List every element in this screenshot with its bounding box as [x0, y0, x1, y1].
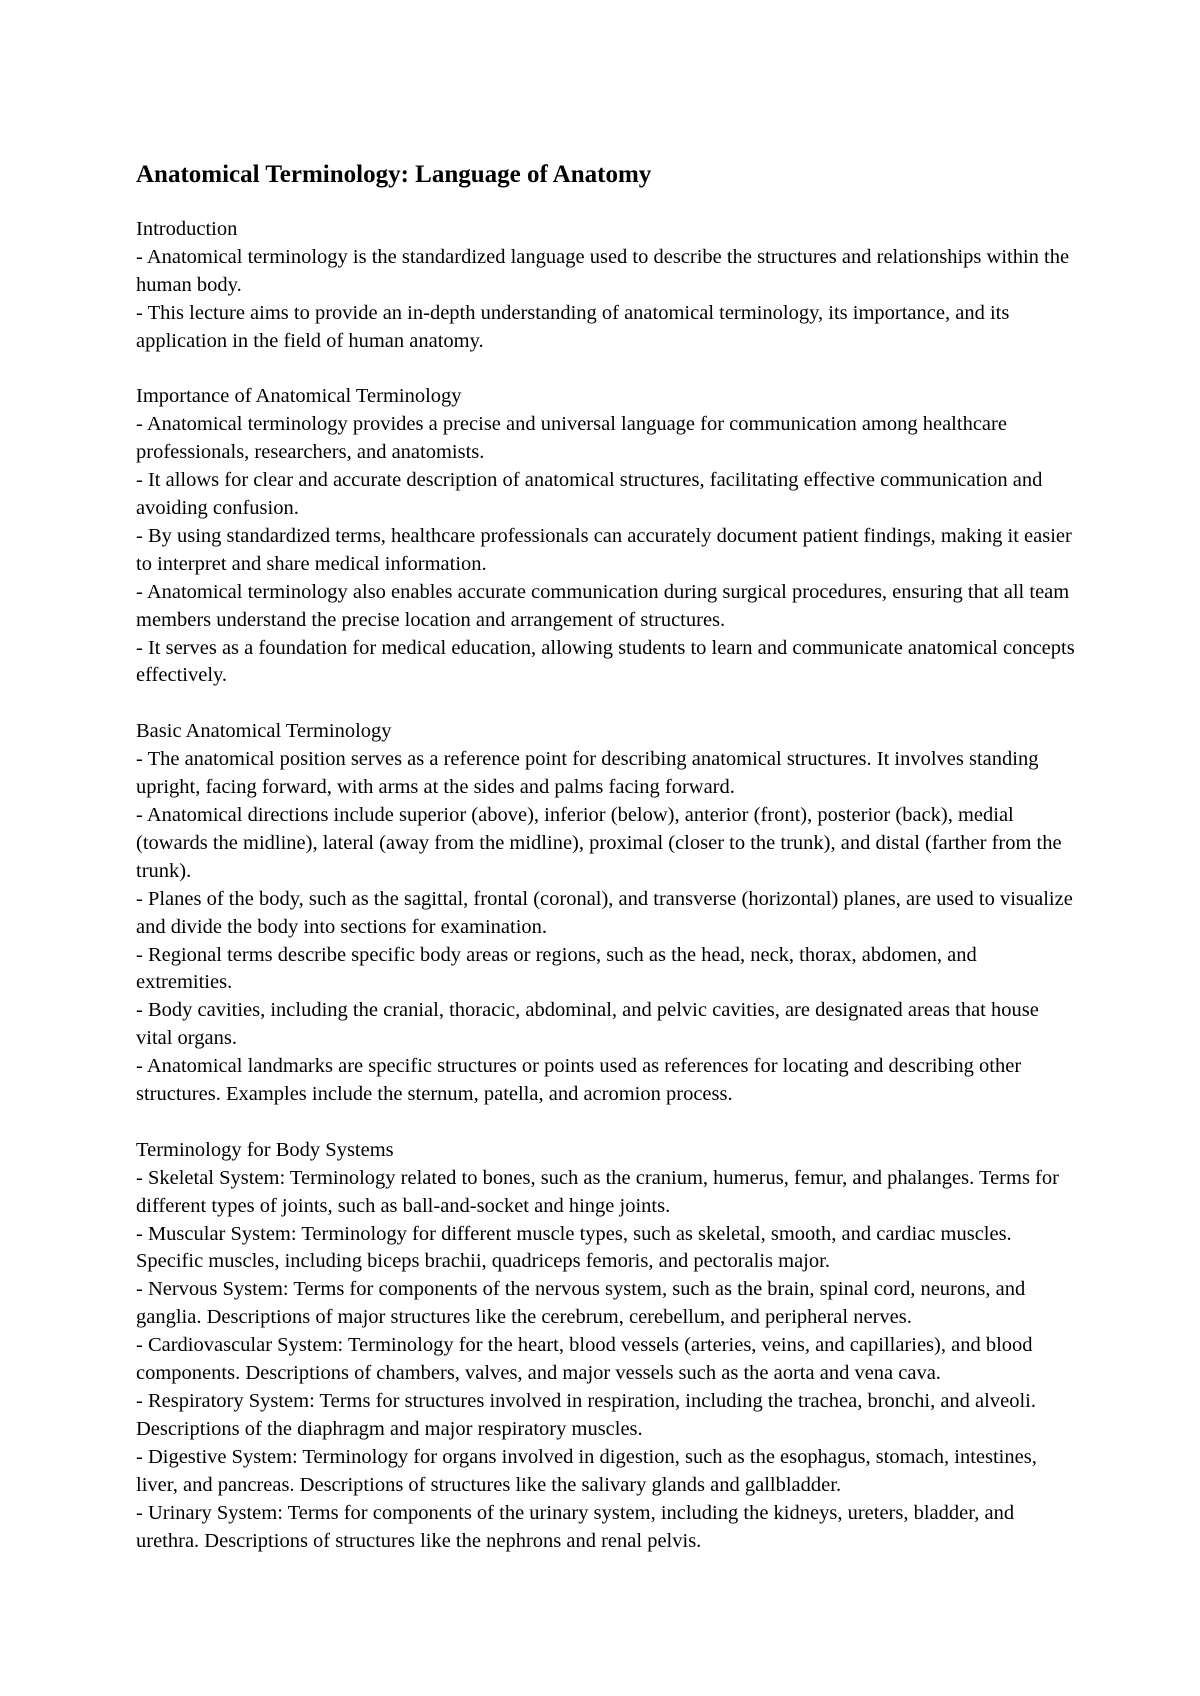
section-heading: Importance of Anatomical Terminology — [136, 385, 462, 408]
paragraph: - Planes of the body, such as the sagittal, frontal (coronal), and transverse (horizontal) planes, are used to visualize and divide the body into sections for examination. — [136, 887, 1073, 938]
paragraph: - It allows for clear and accurate description of anatomical structures, facilitating effective communication and avoiding confusion. — [136, 469, 1043, 520]
paragraph: - Muscular System: Terminology for different muscle types, such as skeletal, smooth, and cardiac muscles. Specific muscles, including biceps brachii, quadriceps femoris, and pectoralis major. — [136, 1222, 1012, 1273]
paragraph: - By using standardized terms, healthcare professionals can accurately document patient findings, making it easier to interpret and share medical information. — [136, 524, 1072, 575]
section-importance — [136, 383, 1076, 690]
paragraph: - Urinary System: Terms for components of the urinary system, including the kidneys, ureters, bladder, and urethra. Descriptions of structures like the nephrons and renal pelvis. — [136, 1501, 1015, 1552]
paragraph: - Anatomical directions include superior (above), inferior (below), anterior (front), posterior (back), medial (towards the midline), lateral (away from the midline), proximal (closer to the trunk), and distal (farther from the trunk). — [136, 804, 1062, 882]
paragraph: - Body cavities, including the cranial, thoracic, abdominal, and pelvic cavities, are designated areas that house vital organs. — [136, 999, 1039, 1050]
section-heading: Basic Anatomical Terminology — [136, 720, 392, 743]
paragraph: - Skeletal System: Terminology related to bones, such as the cranium, humerus, femur, and phalanges. Terms for different types of joints, such as ball-and-socket and hinge joints. — [136, 1166, 1059, 1217]
section-introduction — [136, 216, 1076, 356]
paragraph: - This lecture aims to provide an in-depth understanding of anatomical terminology, its importance, and its application in the field of human anatomy. — [136, 301, 1010, 352]
section-heading: Introduction — [136, 218, 238, 240]
paragraph: - Digestive System: Terminology for organs involved in digestion, such as the esophagus, stomach, intestines, liver, and pancreas. Descriptions of structures like the salivary glands and gallbladder. — [136, 1445, 1037, 1496]
paragraph: - It serves as a foundation for medical education, allowing students to learn and communicate anatomical concepts effectively. — [136, 636, 1075, 687]
paragraph: - Anatomical landmarks are specific structures or points used as references for locating and describing other structures. Examples include the sternum, patella, and acromion process. — [136, 1055, 1022, 1106]
paragraph: - Anatomical terminology provides a precise and universal language for communication among healthcare professionals, researchers, and anatomists. — [136, 413, 1007, 464]
paragraph: - Respiratory System: Terms for structures involved in respiration, including the trachea, bronchi, and alveoli. Descriptions of the diaphragm and major respiratory muscles. — [136, 1390, 1036, 1440]
document-body — [136, 216, 1076, 1583]
paragraph: - The anatomical position serves as a reference point for describing anatomical structures. It involves standing upright, facing forward, with arms at the sides and palms facing forward. — [136, 748, 1039, 799]
paragraph: - Anatomical terminology is the standardized language used to describe the structures and relationships within the human body. — [136, 245, 1070, 296]
section-body-systems — [136, 1137, 1076, 1556]
paragraph: - Regional terms describe specific body areas or regions, such as the head, neck, thorax, abdomen, and extremities. — [136, 943, 977, 994]
section-basic-terminology — [136, 718, 1076, 1109]
paragraph: - Nervous System: Terms for components of the nervous system, such as the brain, spinal cord, neurons, and ganglia. Descriptions of major structures like the cerebrum, cerebellum, and peripheral nerves. — [136, 1278, 1026, 1329]
section-heading: Terminology for Body Systems — [136, 1138, 394, 1161]
document-title: Anatomical Terminology: Language of Anatomy — [136, 161, 652, 188]
paragraph: - Cardiovascular System: Terminology for the heart, blood vessels (arteries, veins, and capillaries), and blood components. Descriptions of chambers, valves, and major vessels such as the aorta and vena cava. — [136, 1334, 1033, 1385]
paragraph: - Anatomical terminology also enables accurate communication during surgical procedures, ensuring that all team members understand the precise location and arrangement of structures. — [136, 580, 1070, 631]
